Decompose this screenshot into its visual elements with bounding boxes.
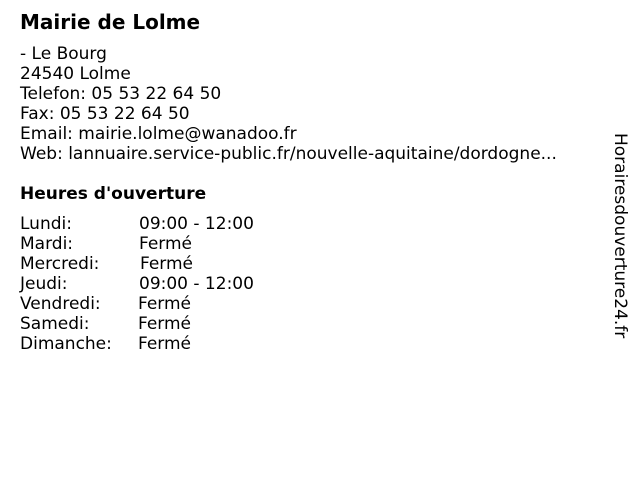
day-hours: Fermé [139,234,193,254]
day-hours: Fermé [138,314,192,334]
day-hours: 09:00 - 12:00 [139,274,254,294]
site-watermark [608,133,632,347]
hours-row-monday [20,214,340,234]
hours-table [20,214,340,354]
contact-block [20,44,557,164]
day-label: Samedi: [20,314,90,334]
phone-line: Telefon: 05 53 22 64 50 [20,84,222,104]
email-line [20,124,557,144]
hours-row-thursday [20,274,340,294]
address-line: - Le Bourg [20,44,107,64]
day-hours: Fermé [138,294,192,314]
hours-row-wednesday [20,254,340,274]
day-hours: Fermé [138,334,192,354]
web-label: Web: [20,144,69,164]
postal-city: 24540 Lolme [20,64,131,84]
hours-heading: Heures d'ouverture [20,184,207,204]
day-label: Mardi: [20,234,74,254]
day-label: Dimanche: [20,334,112,354]
day-label: Jeudi: [20,274,68,294]
day-hours: Fermé [140,254,194,274]
web-line [20,144,557,164]
hours-row-friday [20,294,340,314]
email-link[interactable]: mairie.lolme@wanadoo.fr [78,124,297,144]
day-hours: 09:00 - 12:00 [139,214,254,234]
day-label: Lundi: [20,214,72,234]
email-label: Email: [20,124,79,144]
fax-line: Fax: 05 53 22 64 50 [20,104,190,124]
place-title: Mairie de Lolme [20,10,201,34]
watermark-text: Horairesdouverture24.fr [610,133,630,339]
hours-row-tuesday [20,234,340,254]
day-label: Mercredi: [20,254,100,274]
hours-row-saturday [20,314,340,334]
day-label: Vendredi: [20,294,101,314]
web-link[interactable]: lannuaire.service-public.fr/nouvelle-aquitaine/dordogne... [68,144,557,164]
hours-row-sunday [20,334,340,354]
